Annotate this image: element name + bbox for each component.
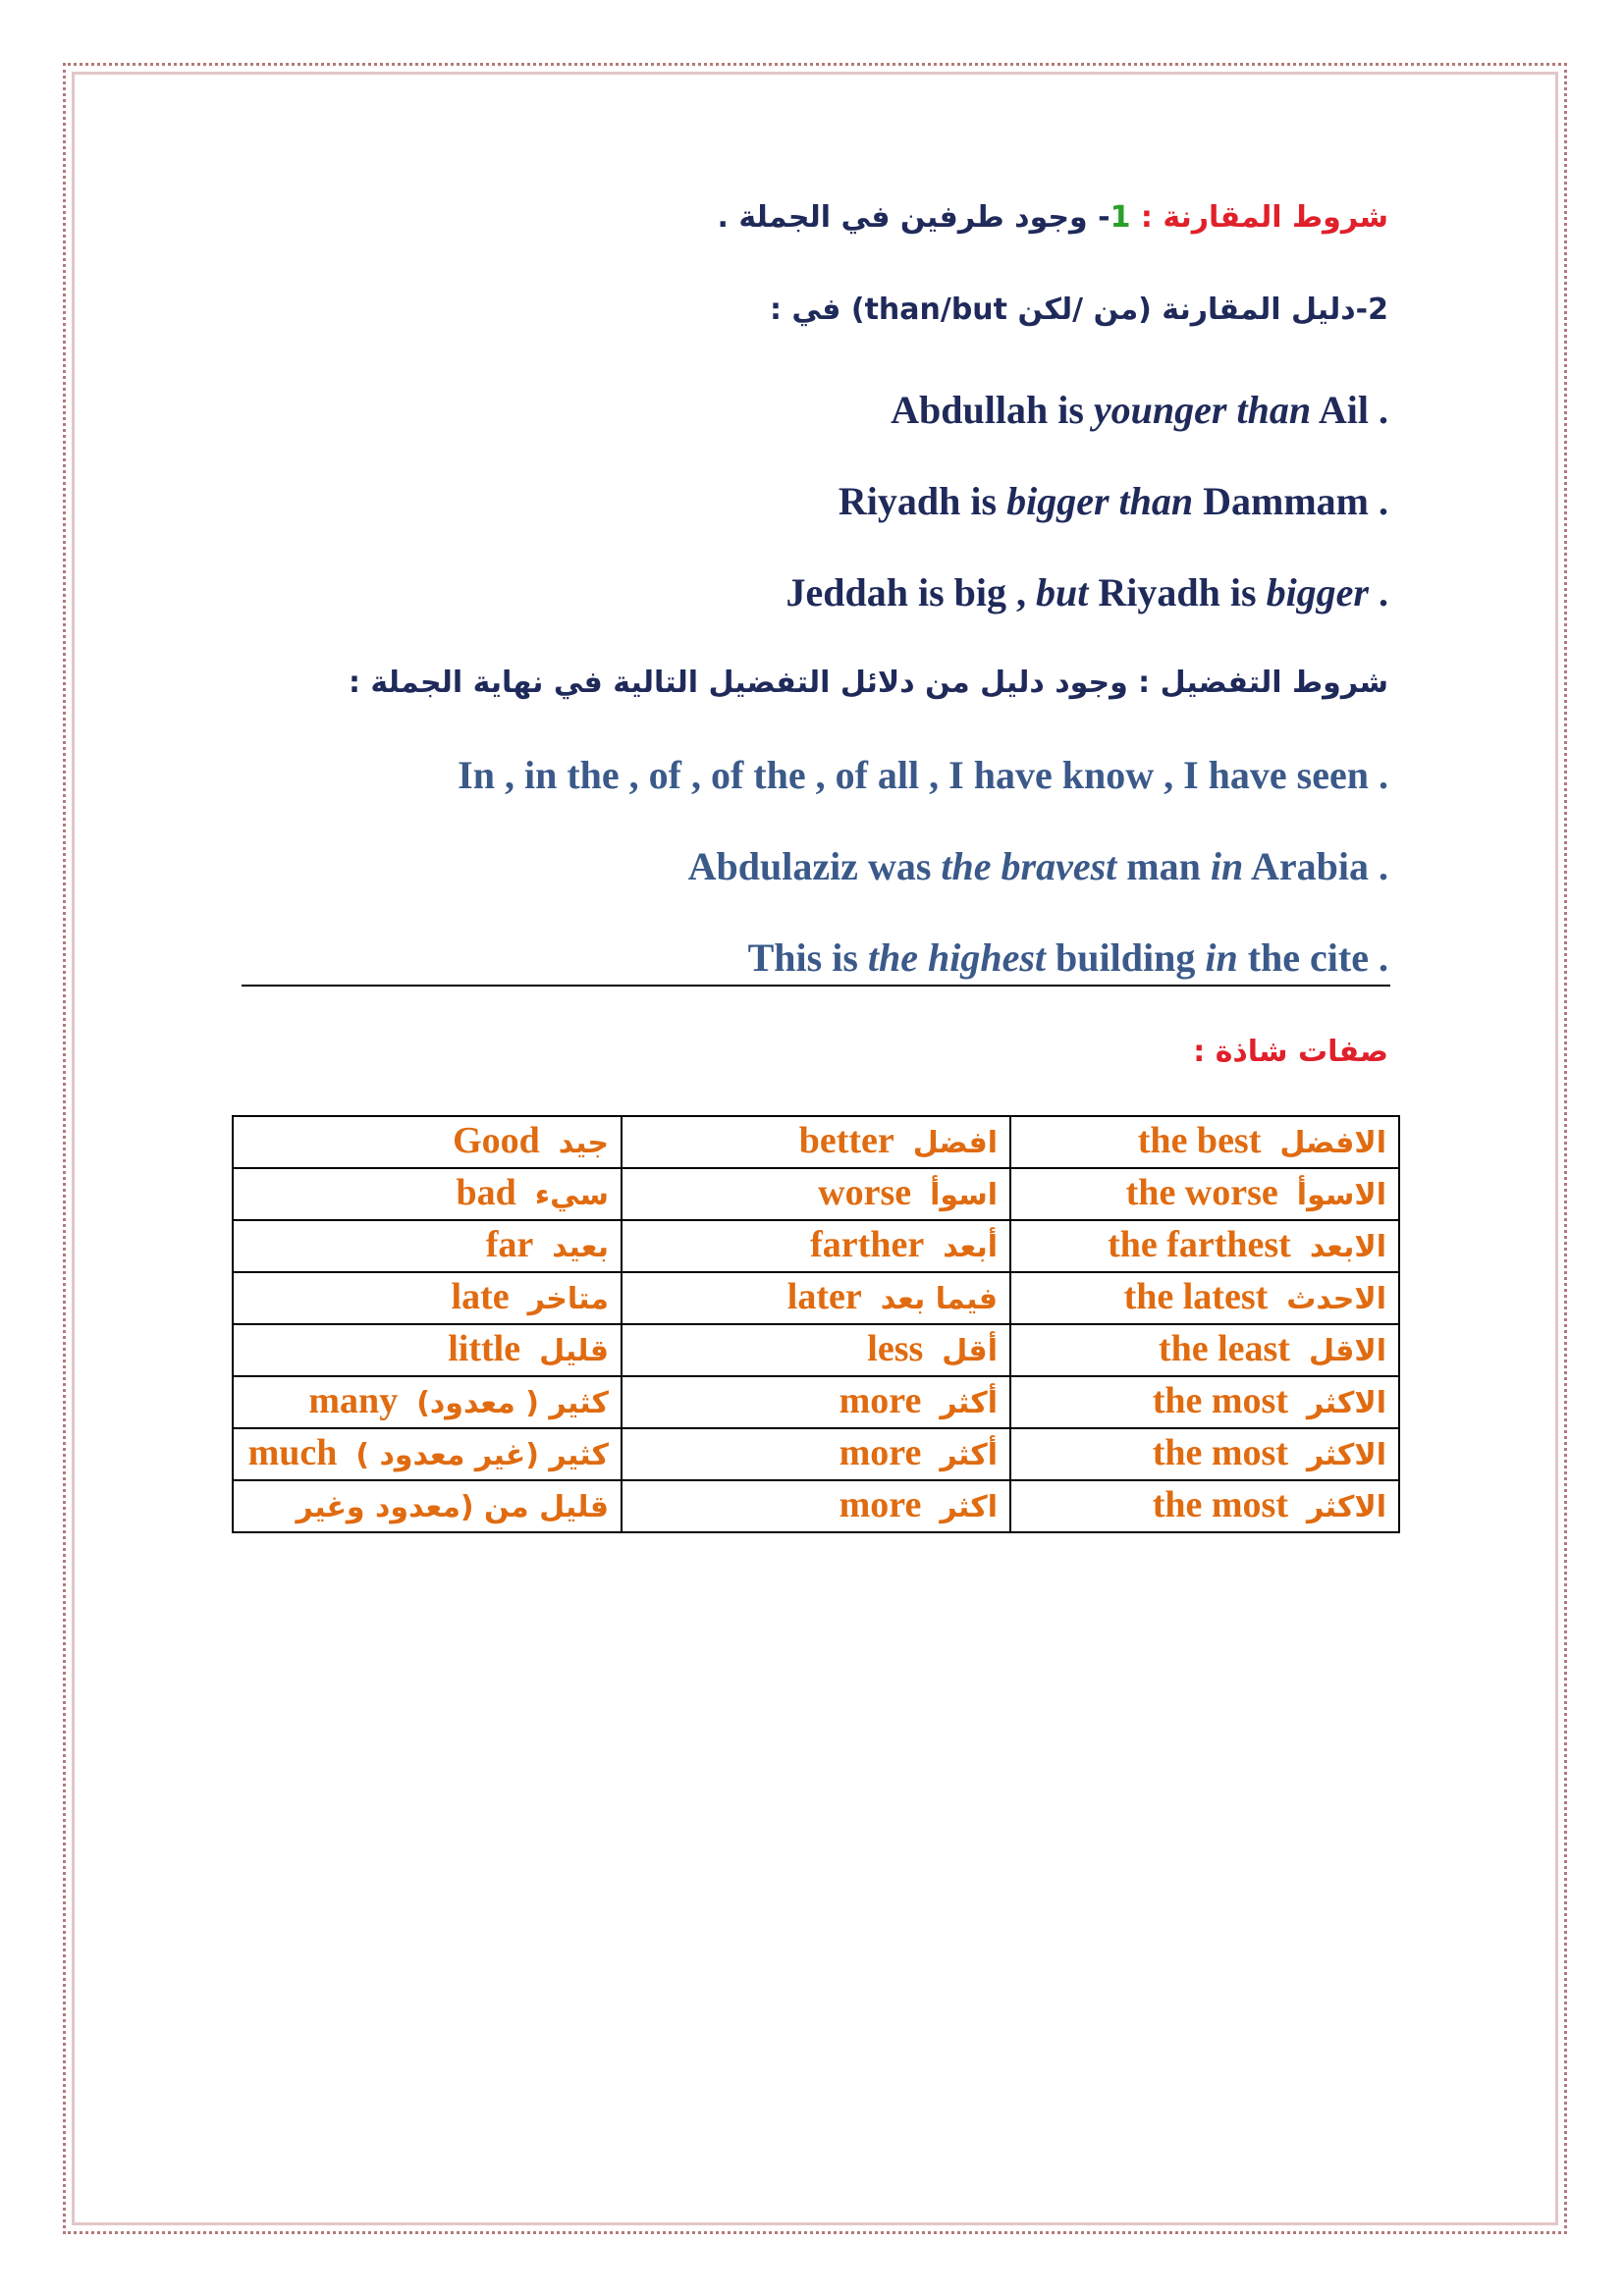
example-text: This is — [747, 935, 868, 980]
base-cell — [233, 1480, 622, 1532]
base-arabic: قليل — [539, 1334, 609, 1368]
table-row — [233, 1272, 1399, 1324]
superlative-english: the most — [1152, 1484, 1289, 1525]
comparative-arabic: اكثر — [940, 1490, 998, 1524]
example-keyword: the bravest — [941, 844, 1117, 888]
superlative-cell — [1010, 1168, 1399, 1220]
superlative-cell — [1010, 1480, 1399, 1532]
superlative-english: the latest — [1123, 1276, 1269, 1317]
comparative-cell — [622, 1376, 1010, 1428]
superlative-cell — [1010, 1220, 1399, 1272]
comparative-english: later — [786, 1276, 862, 1317]
example-text: Abdullah is — [891, 388, 1094, 432]
comparative-cell — [622, 1168, 1010, 1220]
comparative-english: less — [867, 1328, 924, 1369]
superlative-arabic: الاسوأ — [1296, 1178, 1386, 1212]
base-cell — [233, 1116, 622, 1168]
superlative-example-2 — [748, 934, 1388, 981]
base-arabic: جيد — [558, 1126, 609, 1160]
table-row — [233, 1220, 1399, 1272]
comparative-arabic: افضل — [912, 1126, 998, 1160]
table-row — [233, 1324, 1399, 1376]
superlative-condition: شروط التفضيل : وجود دليل من دلائل التفضيل التالية في نهاية الجملة : — [348, 666, 1388, 700]
superlative-arabic: الاكثر — [1307, 1386, 1386, 1420]
comparative-cell — [622, 1428, 1010, 1480]
base-cell — [233, 1376, 622, 1428]
base-cell — [233, 1220, 622, 1272]
superlative-arabic: الابعد — [1309, 1230, 1386, 1264]
superlative-arabic: الاكثر — [1307, 1438, 1386, 1472]
superlative-arabic: الاكثر — [1307, 1490, 1386, 1524]
superlative-arabic: الاحدث — [1286, 1282, 1386, 1316]
condition-1-text: - وجود طرفين في الجملة . — [717, 200, 1110, 235]
superlative-english: the most — [1152, 1380, 1289, 1421]
comparison-example-2 — [839, 478, 1388, 524]
base-english: far — [485, 1224, 534, 1265]
example-keyword: in — [1205, 935, 1238, 980]
base-english: much — [247, 1432, 338, 1473]
comparative-arabic: أقل — [942, 1334, 998, 1368]
comparison-example-1 — [891, 387, 1388, 433]
comparative-english: more — [839, 1432, 922, 1473]
base-arabic: كثير ( معدود) — [416, 1386, 609, 1420]
comparative-cell — [622, 1116, 1010, 1168]
comparative-english: farther — [810, 1224, 925, 1265]
example-text: Riyadh is — [1088, 570, 1267, 614]
superlative-cell — [1010, 1272, 1399, 1324]
base-english: Good — [453, 1120, 540, 1161]
example-text: building — [1046, 935, 1206, 980]
example-keyword: in — [1210, 844, 1244, 888]
comparative-arabic: أكثر — [940, 1386, 998, 1420]
superlative-cell — [1010, 1324, 1399, 1376]
example-keyword: bigger — [1266, 570, 1369, 614]
example-keyword: the highest — [867, 935, 1047, 980]
superlative-cell — [1010, 1376, 1399, 1428]
comparative-english: worse — [818, 1172, 912, 1213]
comparison-condition-2: 2-دليل المقارنة (من /لكن than/but) في : — [769, 293, 1388, 327]
example-text: Jeddah is big , — [785, 570, 1037, 614]
base-english: bad — [456, 1172, 516, 1213]
table-row — [233, 1480, 1399, 1532]
table-body — [233, 1116, 1399, 1532]
table-row — [233, 1116, 1399, 1168]
superlative-cell — [1010, 1428, 1399, 1480]
superlative-english: the least — [1158, 1328, 1290, 1369]
base-english: little — [448, 1328, 521, 1369]
table-row — [233, 1428, 1399, 1480]
superlative-english: the worse — [1125, 1172, 1278, 1213]
base-cell — [233, 1272, 622, 1324]
base-arabic: كثير (غير معدود ) — [355, 1438, 609, 1472]
example-keyword: bigger than — [1006, 479, 1194, 523]
example-text: man — [1116, 844, 1211, 888]
superlative-english: the best — [1137, 1120, 1262, 1161]
table-row — [233, 1168, 1399, 1220]
superlative-cell — [1010, 1116, 1399, 1168]
comparative-cell — [622, 1272, 1010, 1324]
comparative-english: more — [839, 1484, 922, 1525]
base-arabic: قليل من (معدود وغير — [296, 1490, 609, 1524]
base-english: late — [451, 1276, 510, 1317]
superlative-english: the farthest — [1108, 1224, 1291, 1265]
base-arabic: سيء — [534, 1178, 609, 1212]
irregular-title: صفات شاذة : — [1193, 1035, 1388, 1069]
superlative-arabic: الاقل — [1308, 1334, 1386, 1368]
example-text: the cite . — [1237, 935, 1388, 980]
comparison-example-3 — [786, 569, 1389, 615]
example-keyword: younger than — [1093, 388, 1312, 432]
base-english: many — [308, 1380, 399, 1421]
base-cell — [233, 1428, 622, 1480]
comparative-arabic: أكثر — [940, 1438, 998, 1472]
base-cell — [233, 1324, 622, 1376]
example-text: Ail . — [1311, 388, 1388, 432]
comparative-cell — [622, 1480, 1010, 1532]
comparative-english: more — [839, 1380, 922, 1421]
comparative-cell — [622, 1220, 1010, 1272]
base-cell — [233, 1168, 622, 1220]
comparative-english: better — [798, 1120, 894, 1161]
example-keyword: but — [1036, 570, 1089, 614]
superlative-english: the most — [1152, 1432, 1289, 1473]
table-row — [233, 1376, 1399, 1428]
base-arabic: متاخر — [527, 1282, 609, 1316]
comparative-cell — [622, 1324, 1010, 1376]
comparative-arabic: أبعد — [943, 1230, 998, 1264]
base-arabic: بعيد — [552, 1230, 609, 1264]
superlative-arabic: الافضل — [1279, 1126, 1386, 1160]
comparison-title: شروط المقارنة : — [1140, 200, 1388, 235]
comparative-arabic: اسوأ — [930, 1178, 998, 1212]
condition-number: 1 — [1110, 200, 1131, 235]
example-text: Arabia . — [1243, 844, 1388, 888]
example-text: Dammam . — [1193, 479, 1388, 523]
example-text: Riyadh is — [838, 479, 1007, 523]
divider-line — [242, 985, 1390, 987]
example-text: . — [1369, 570, 1388, 614]
irregular-adjectives-table — [232, 1115, 1400, 1533]
comparative-arabic: فيما بعد — [880, 1282, 998, 1316]
comparison-condition-1 — [717, 200, 1388, 235]
example-text: Abdulaziz was — [687, 844, 942, 888]
superlative-indicators: In , in the , of , of the , of all , I have know , I have seen . — [458, 753, 1388, 797]
superlative-example-1 — [688, 843, 1388, 889]
